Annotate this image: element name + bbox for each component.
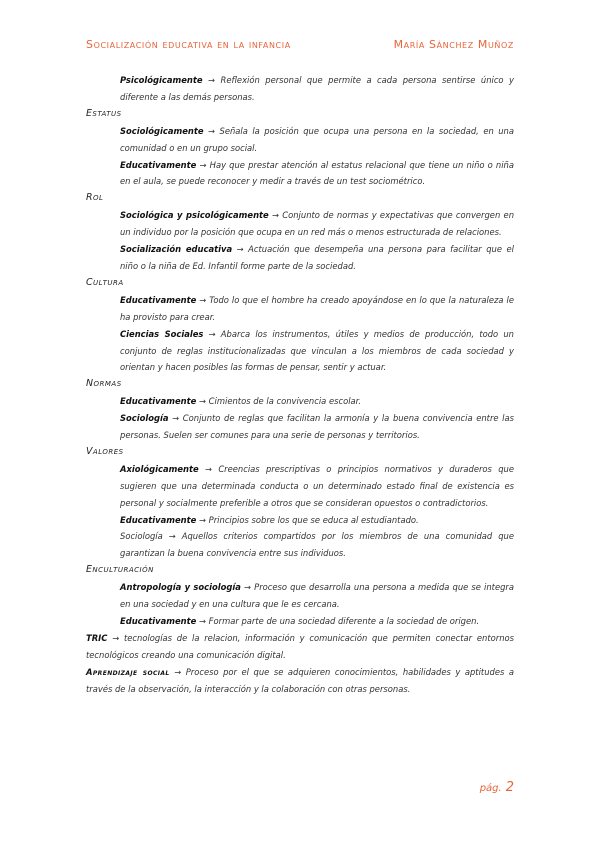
section-term: Cultura (86, 276, 124, 288)
page-label: pág. (479, 783, 502, 794)
definition-perspective: Socialización educativa (120, 244, 233, 255)
definition-paragraph (120, 410, 514, 444)
definition-perspective: Sociología (120, 413, 169, 424)
definition-perspective: Ciencias Sociales (120, 328, 204, 339)
definition-text: → Conjunto de normas y expectativas que convergen en un individuo por la posición que ocupa en un red más o menos estructurada de relaciones. (120, 210, 515, 238)
definition-perspective: Antropología y sociología (120, 582, 241, 593)
definition-paragraph (120, 613, 514, 630)
definition-paragraph (120, 241, 514, 275)
document-body (86, 72, 514, 698)
definition-perspective: Educativamente (120, 294, 197, 305)
definition-text: → Conjunto de reglas que facilitan la armonía y la buena convivencia entre las personas. Suelen ser comunes para una serie de personas y territorios. (120, 413, 514, 441)
header-course-title: Socialización educativa en la infancia (86, 38, 291, 51)
definition-perspective: Educativamente (120, 159, 197, 170)
definition-text: → tecnologías de la relacion, información y comunicación que permiten conectar entornos tecnológicos creando una comunicación digital. (86, 632, 514, 660)
page-footer (480, 780, 514, 795)
definition-text: → Señala la posición que ocupa una persona en la sociedad, en una comunidad o en un grupo social. (120, 125, 514, 153)
definition-paragraph (120, 157, 514, 191)
definition-text: → Proceso por el que se adquieren conocimientos, habilidades y aptitudes a través de la observación, la interacción y la colaboración con otras personas. (86, 666, 514, 694)
definition-paragraph (120, 512, 514, 529)
definition-paragraph (120, 292, 514, 326)
section-term: Rol (86, 192, 104, 204)
section-term: Enculturación (86, 564, 154, 576)
page-number: 2 (505, 780, 514, 795)
definition-text: → Abarca los instrumentos, útiles y medios de producción, todo un conjunto de reglas institucionalizadas que vinculan a los miembros de cada sociedad y orientan y hacen posibles las formas de pensar, sentir y actuar. (120, 328, 514, 373)
definition-paragraph (120, 393, 514, 410)
definition-perspective: Sociológica y psicológicamente (120, 210, 269, 221)
definition-perspective: TRIC (86, 632, 108, 643)
definition-perspective: Educativamente (120, 396, 197, 407)
definition-perspective: Aprendizaje social (86, 666, 170, 677)
definition-perspective: Psicológicamente (120, 75, 203, 85)
glossary-paragraph (86, 630, 514, 664)
definition-perspective: Educativamente (120, 616, 197, 626)
definition-text: → Actuación que desempeña una persona para facilitar que el niño o la niña de Ed. Infantil forme parte de la sociedad. (120, 244, 514, 271)
definition-paragraph (120, 461, 514, 512)
definition-paragraph (120, 579, 514, 613)
definition-paragraph (120, 123, 514, 157)
definition-text: → Hay que prestar atención al estatus relacional que tiene un niño o niña en el aula, se puede reconocer y medir a través de un test sociométrico. (120, 159, 514, 187)
definition-paragraph (120, 326, 514, 377)
section-term: Valores (86, 445, 124, 457)
definition-text: → Proceso que desarrolla una persona a medida que se integra en una sociedad y en una cultura que le es cercana. (120, 582, 515, 610)
definition-paragraph (120, 207, 514, 241)
definition-text: → Formar parte de una sociedad diferente a la sociedad de origen. (196, 616, 480, 626)
definition-text: Sociología → Aquellos criterios compartidos por los miembros de una comunidad que garantizan la buena convivencia entre sus individuos. (120, 531, 514, 559)
definition-text: → Reflexión personal que permite a cada persona sentirse único y diferente a las demás personas. (120, 75, 514, 102)
definition-perspective: Axiológicamente (120, 463, 199, 474)
definition-text: → Todo lo que el hombre ha creado apoyándose en lo que la naturaleza le ha provisto para crear. (120, 294, 514, 322)
section-term: Normas (86, 378, 122, 390)
definition-paragraph (120, 72, 514, 106)
section-term: Estatus (86, 107, 122, 119)
definition-text: → Creencias prescriptivas o principios normativos y duraderos que sugieren que una determinada conducta o un determinado estado final de existencia es personal y socialmente preferible a otros que se consideran opuestos o contradictorios. (120, 463, 514, 508)
definition-perspective: Sociológicamente (120, 125, 204, 136)
definition-text: → Cimientos de la convivencia escolar. (196, 396, 361, 407)
definition-perspective: Educativamente (120, 514, 197, 525)
definition-text: → Principios sobre los que se educa al estudiantado. (196, 514, 419, 525)
header-author-name: María Sánchez Muñoz (393, 38, 514, 51)
glossary-paragraph (86, 664, 514, 698)
definition-paragraph (120, 528, 514, 562)
